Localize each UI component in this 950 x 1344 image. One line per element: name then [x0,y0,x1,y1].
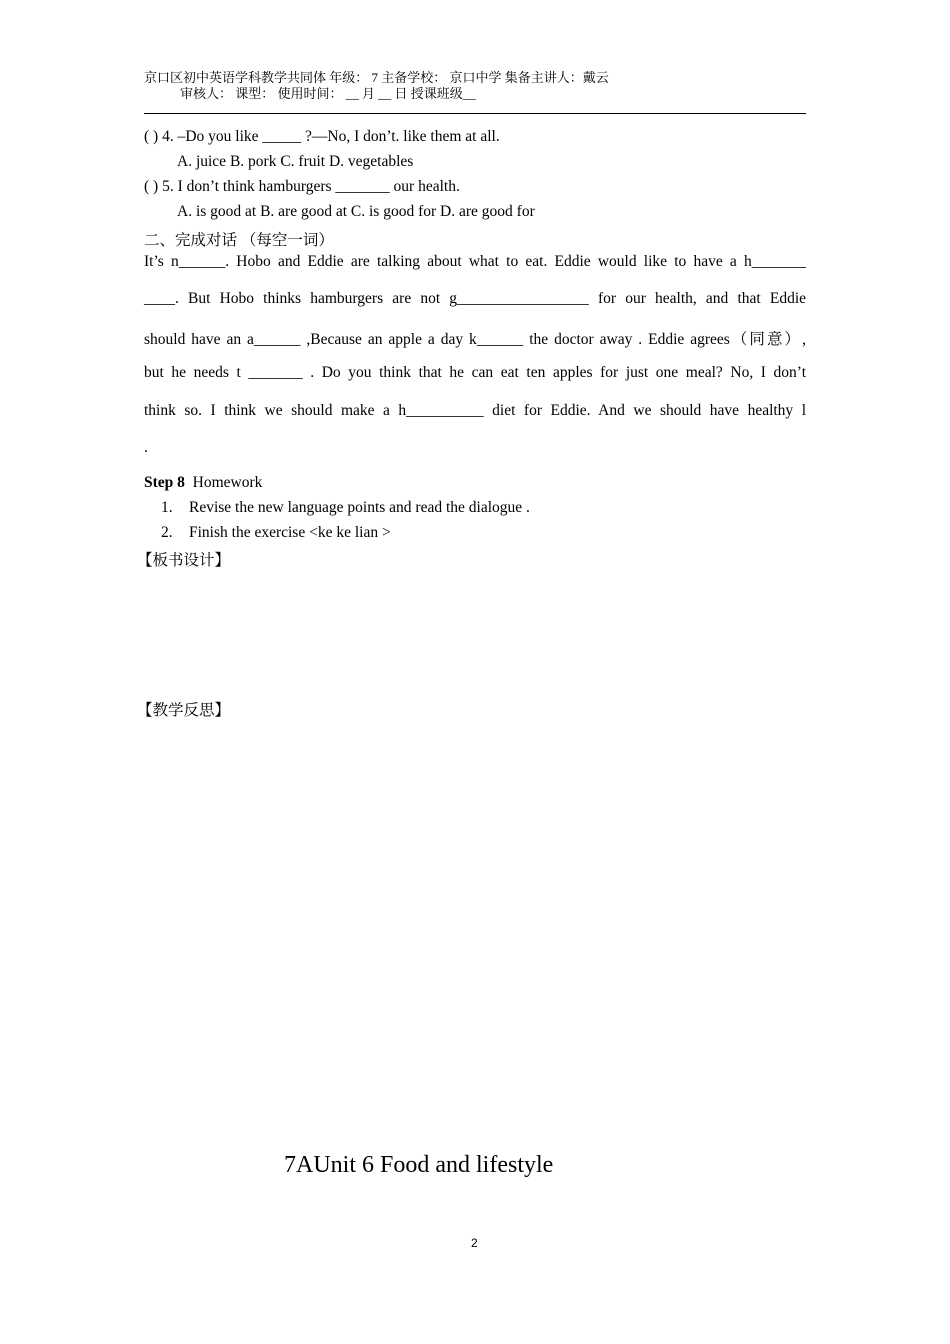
page-number: 2 [471,1236,478,1250]
dialogue-line-1: It’s n______. Hobo and Eddie are talking about what to eat. Eddie would like to have a h_______ [144,253,806,270]
homework-item-number: 1. [161,499,173,516]
question-4: ( ) 4. –Do you like _____ ?—No, I don’t. like them at all. [144,128,500,145]
footer-title: 7AUnit 6 Food and lifestyle [284,1152,554,1178]
homework-item-text: Finish the exercise <ke ke lian > [189,524,391,541]
question-4-options: A. juice B. pork C. fruit D. vegetables [177,153,414,170]
homework-item-text: Revise the new language points and read the dialogue . [189,499,530,516]
dialogue-line-5: think so. I think we should make a h__________ diet for Eddie. And we should have healthy l [144,402,806,419]
dialogue-trailing: . [144,439,148,456]
homework-item-1 [161,499,530,517]
homework-item-number: 2. [161,524,173,541]
homework-item-2 [161,524,391,542]
header-line-1: 京口区初中英语学科教学共同体 年级： 7 主备学校： 京口中学 集备主讲人：戴云 [144,70,609,85]
board-design-heading: 【板书设计】 [137,552,231,569]
dialogue-line-3: should have an a______ ,Because an apple a day k______ the doctor away . Eddie agrees（同意）, [144,331,806,348]
dialogue-line-4: but he needs t _______ . Do you think that he can eat ten apples for just one meal? No, I don’t [144,364,806,381]
question-5: ( ) 5. I don’t think hamburgers _______ our health. [144,178,460,195]
dialogue-line-2: ____. But Hobo thinks hamburgers are not g_________________ for our health, and that Eddie [144,290,806,307]
question-5-options: A. is good at B. are good at C. is good for D. are good for [177,203,535,220]
header-line-2: 审核人： 课型： 使用时间： __ 月 __ 日 授课班级__ [180,86,476,101]
step-8-label: Step 8 [144,474,185,491]
header-rule [144,113,806,114]
step-8-title: Homework [192,474,263,491]
reflection-heading: 【教学反思】 [137,702,231,719]
section-2-heading: 二、完成对话 （每空一词） [144,232,334,249]
step-8-heading [144,474,262,492]
